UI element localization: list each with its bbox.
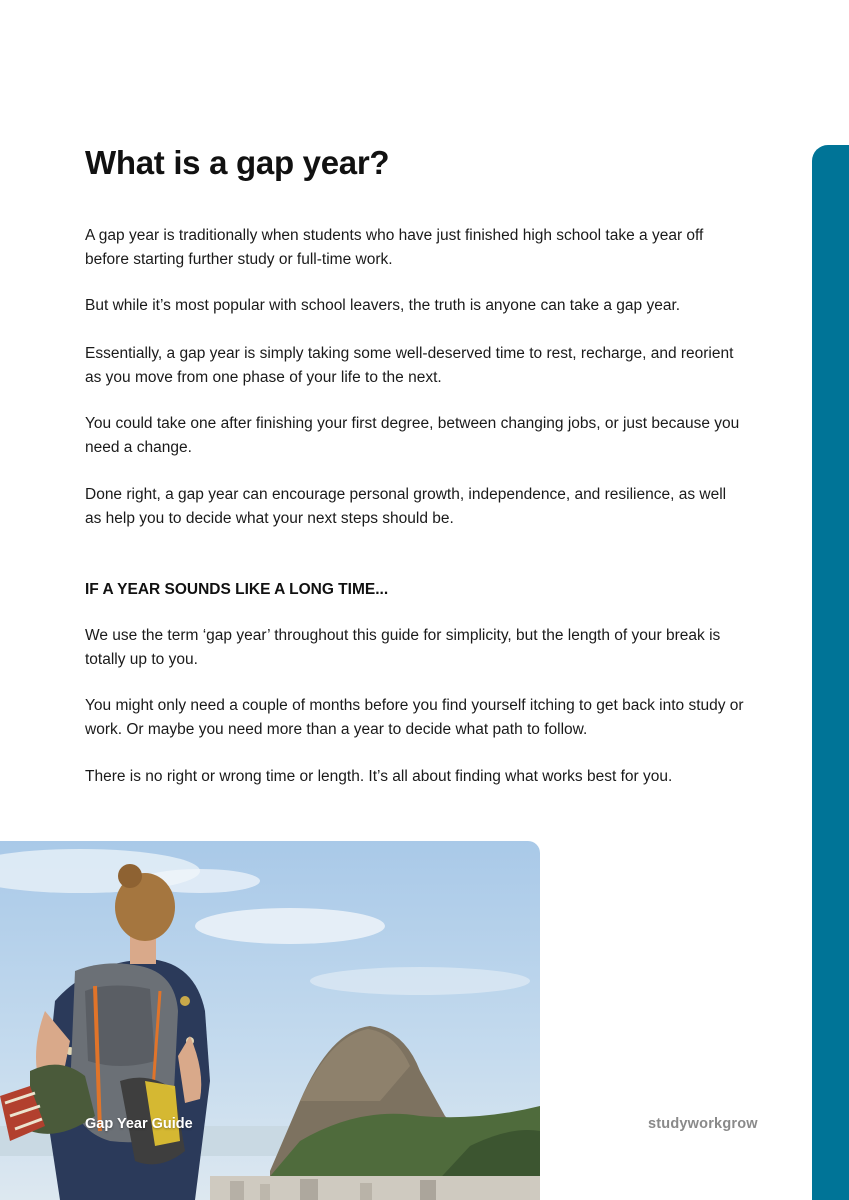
traveler-photo-illustration [0,841,540,1200]
paragraph-3: Essentially, a gap year is simply taking some well-deserved time to rest, recharge, and reorient as you move from one phase of your life to the next. [85,345,734,386]
footer-brand: studyworkgrow [648,1116,758,1132]
paragraph-2: But while it’s most popular with school leavers, the truth is anyone can take a gap year. [85,297,681,314]
sub-paragraph-3: There is no right or wrong time or length. It’s all about finding what works best for you. [85,768,673,785]
accent-sidebar-bar [812,145,849,1200]
traveler-photo [0,841,540,1200]
sub-paragraph-2: You might only need a couple of months before you find yourself itching to get back into study or work. Or maybe you need more than a year to decide what path to follow. [85,697,744,738]
sub-paragraph-1: We use the term ‘gap year’ throughout this guide for simplicity, but the length of your break is totally up to you. [85,627,721,668]
paragraph-5: Done right, a gap year can encourage personal growth, independence, and resilience, as well as help you to decide what your next steps should be. [85,486,727,527]
section-subheading: IF A YEAR SOUNDS LIKE A LONG TIME... [85,581,389,598]
footer-guide-title: Gap Year Guide [85,1116,193,1132]
page-title: What is a gap year? [85,144,390,181]
paragraph-1: A gap year is traditionally when students who have just finished high school take a year off before starting further study or full-time work. [85,227,704,268]
paragraph-4: You could take one after finishing your first degree, between changing jobs, or just because you need a change. [85,415,740,456]
